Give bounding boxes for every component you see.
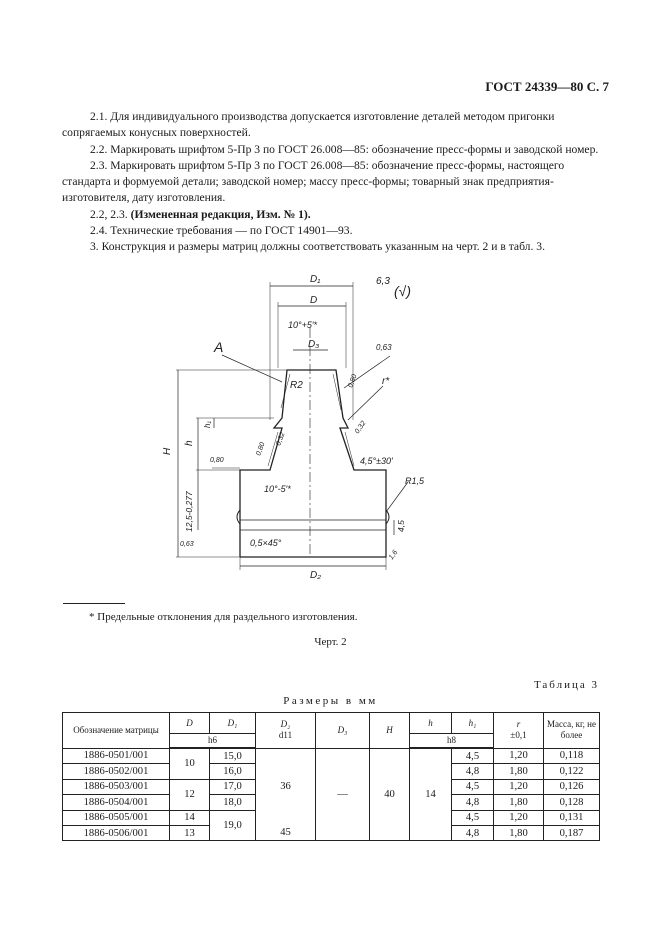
label-angle-bottom: 10°-5′*	[264, 484, 291, 494]
dimensions-table	[62, 712, 600, 841]
footnote-divider	[63, 603, 125, 604]
tolerance-h6: h6	[170, 734, 256, 749]
table-caption: Таблица 3	[533, 679, 599, 691]
col-designation: Обозначение матрицы	[63, 713, 170, 749]
table-row: 1886-0502/001 16,0 4,8 1,80 0,122	[63, 764, 600, 779]
tolerance-h8: h8	[410, 734, 494, 749]
paragraph-2-4: 2.4. Технические требования — по ГОСТ 14901—93.	[90, 224, 353, 238]
label-032-a: 0,32	[275, 431, 287, 447]
label-h: h	[184, 440, 195, 446]
label-45: 4,5	[396, 520, 406, 532]
figure-caption: Черт. 2	[314, 636, 347, 648]
label-h1: h₁	[203, 421, 212, 428]
label-063: 0,63	[376, 343, 392, 352]
leader-a	[222, 355, 282, 382]
label-080-c: 0,80	[210, 457, 224, 464]
label-chamfer-05: 0,5×45°	[250, 538, 282, 548]
technical-drawing	[150, 270, 450, 580]
roughness-paren: (√)	[394, 283, 412, 299]
label-d1: D₁	[310, 274, 321, 285]
col-h: h	[410, 713, 452, 734]
label-angle-top: 10°+5′*	[288, 320, 318, 330]
table-subtitle: Размеры в мм	[283, 695, 378, 707]
paragraph-amendment	[62, 207, 599, 223]
col-h-big: H	[370, 713, 410, 749]
label-r15: R1,5	[405, 476, 425, 486]
label-r: r*	[382, 376, 390, 387]
table-row: 1886-0501/001 10 15,0 36 — 40 14 4,5 1,20 0,118	[63, 748, 600, 764]
col-mass: Масса, кг, не более	[544, 713, 600, 749]
table-row: 1886-0505/001 14 19,0 4,5 1,20 0,131	[63, 810, 600, 825]
col-d: D	[170, 713, 210, 734]
paragraph-3: 3. Конструкция и размеры матриц должны соответствовать указанным на черт. 2 и в табл. 3.	[90, 240, 545, 254]
paragraph-2-3: 2.3. Маркировать шрифтом 5-Пр 3 по ГОСТ 26.008—85: обозначение пресс-формы, настоящего стандарта и формуемой детали; заводской номер; массу пресс-формы; товарный знак предприятия-изготовителя, дату изготовления.	[62, 158, 565, 205]
label-125: 12,5-0,277	[184, 491, 194, 532]
page-header: ГОСТ 24339—80 С. 7	[485, 79, 609, 94]
label-d2: D₂	[310, 570, 322, 580]
body-text	[62, 109, 599, 256]
leader-r15	[386, 482, 408, 512]
footnote: * Предельные отклонения для раздельного изготовления.	[89, 611, 358, 623]
col-r: r ±0,1	[494, 713, 544, 749]
paragraph-2-2: 2.2. Маркировать шрифтом 5-Пр 3 по ГОСТ 26.008—85: обозначение пресс-формы и заводской номер.	[90, 142, 599, 156]
label-16: 1,6	[387, 549, 400, 562]
col-d2: D₂ d11	[256, 713, 316, 749]
amendment-prefix: 2.2, 2.3.	[90, 207, 128, 221]
paragraph-2-1: 2.1. Для индивидуального производства допускается изготовление деталей методом пригонки сопрягаемых конусных поверхностей.	[62, 110, 555, 140]
label-d: D	[310, 295, 318, 306]
label-063-bottom: 0,63	[180, 541, 194, 548]
label-h-big: H	[162, 447, 173, 455]
label-chamfer-45: 4,5°±30′	[360, 456, 393, 466]
label-032-b: 0,32	[353, 419, 368, 436]
amendment-note: (Измененная редакция, Изм. № 1).	[130, 207, 311, 221]
col-h1: h₁	[452, 713, 494, 734]
table-row: 1886-0503/001 12 17,0 4,5 1,20 0,126	[63, 779, 600, 794]
col-d3: D₃	[316, 713, 370, 749]
label-r2: R2	[290, 380, 303, 391]
label-a: A	[214, 339, 224, 355]
label-08-a: 0,80	[347, 373, 359, 389]
col-d1: D₁	[210, 713, 256, 734]
label-08-b: 0,80	[255, 441, 267, 457]
label-d3: D₃	[308, 339, 320, 350]
table-row: 1886-0504/001 18,0 4,8 1,80 0,128	[63, 795, 600, 810]
roughness-top: 6,3	[376, 276, 390, 287]
table-row: 1886-0506/001 13 45 4,8 1,80 0,187	[63, 825, 600, 840]
